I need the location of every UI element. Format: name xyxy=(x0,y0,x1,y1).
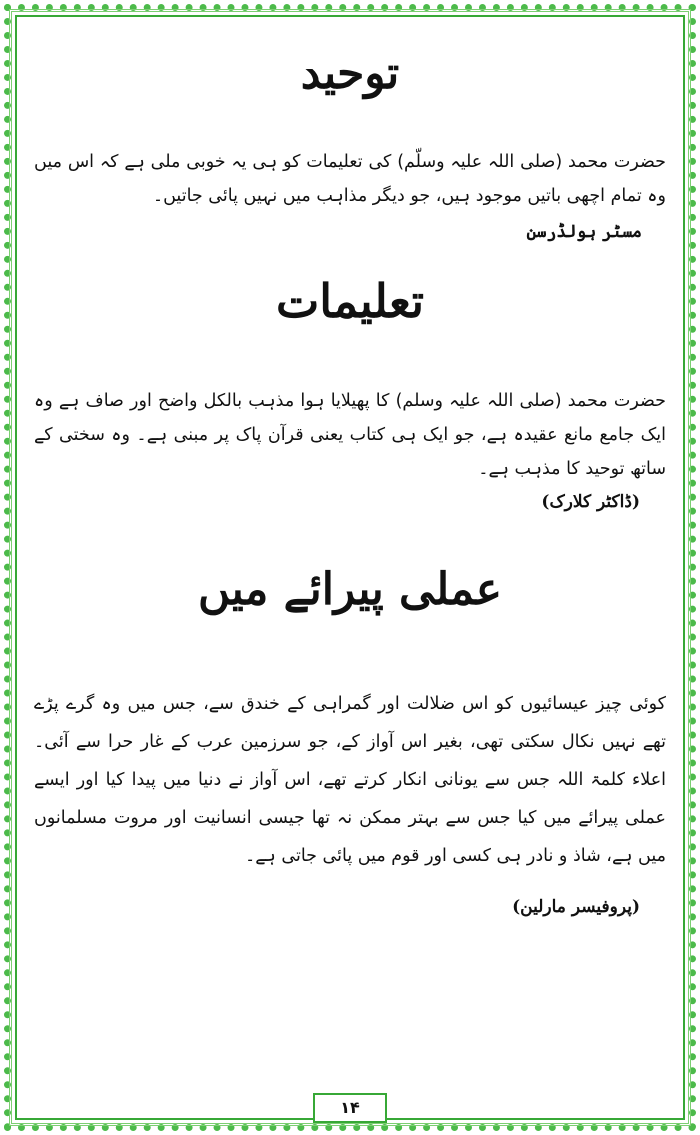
paragraph-tauheed: حضرت محمد (صلی اللہ علیہ وسلّم) کی تعلیمات کو ہی یہ خوبی ملی ہے کہ اس میں وہ تمام اچھی باتیں موجود ہیں، جو دیگر مذاہب میں نہیں پائی جاتیں۔ xyxy=(34,152,666,206)
attribution-marlin: (پروفیسر مارلین) xyxy=(512,897,640,917)
attribution-clark: (ڈاکٹر کلارک) xyxy=(541,492,640,512)
heading-taleemat: تعلیمات xyxy=(275,274,425,328)
paragraph-amli-pairaye: کوئی چیز عیسائیوں کو اس ضلالت اور گمراہی کے خندق سے، جس میں وہ گرے پڑے تھے نہیں نکال سکتی تھی، بغیر اس آواز کے، جو سرزمین عرب کے غار حرا سے آئی۔ اعلاء کلمۃ اللہ جس سے یونانی انکار کرتے تھے، اس آواز نے دنیا میں پیدا کیا اور ایسے عملی پیرائے میں کیا جس سے بہتر ممکن نہ تھا جیسی انسانیت اور مروت مسلمانوں میں ہے، شاذ و نادر ہی کسی اور قوم میں پائی جاتی ہے۔ xyxy=(34,694,666,866)
paragraph-taleemat: حضرت محمد (صلی اللہ علیہ وسلم) کا پھیلایا ہوا مذہب بالکل واضح اور صاف ہے وہ ایک جامع مانع عقیدہ ہے، جو ایک ہی کتاب یعنی قرآن پاک پر مبنی ہے۔ وہ سختی کے ساتھ توحید کا مذہب ہے۔ xyxy=(34,391,666,479)
page-number: ۱۴ xyxy=(313,1093,387,1123)
attribution-holderson: مسٹر ہولڈرسن xyxy=(526,222,642,242)
heading-amli-pairaye: عملی پیرائے میں xyxy=(198,564,502,615)
page-content xyxy=(30,30,670,1117)
heading-tauheed: توحید xyxy=(300,48,400,99)
